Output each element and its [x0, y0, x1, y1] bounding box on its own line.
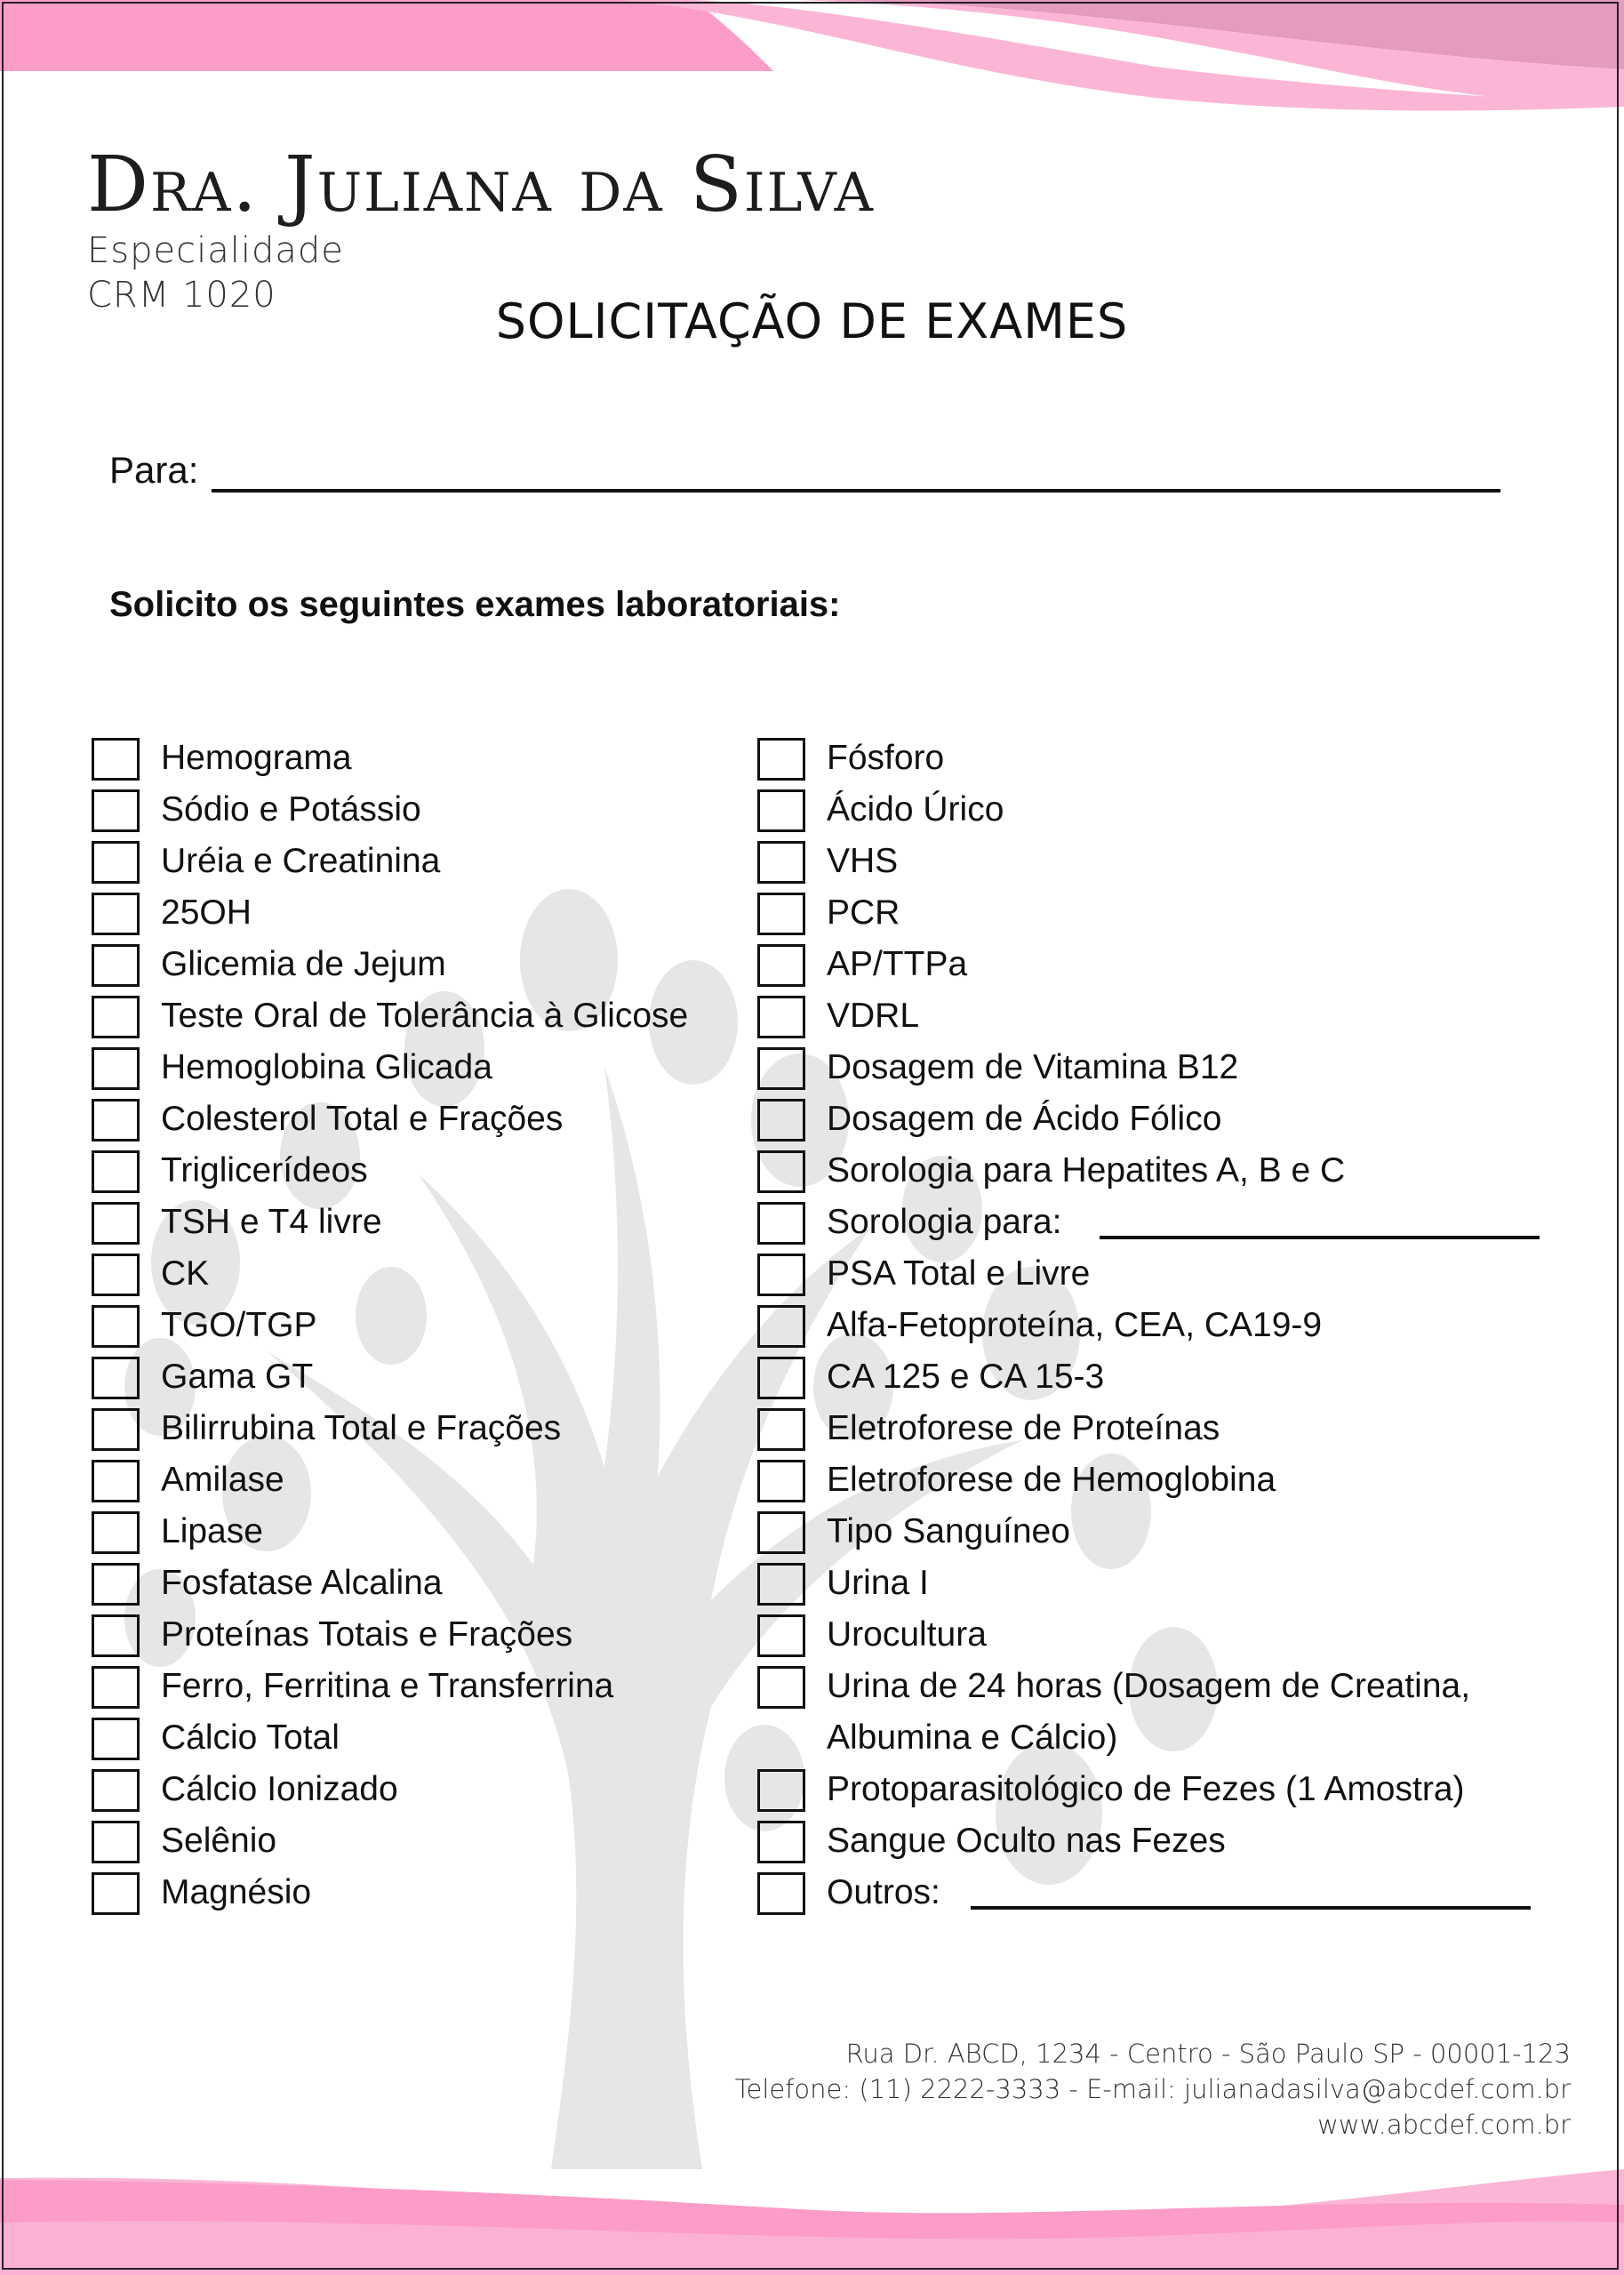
exam-checkbox[interactable]	[757, 1563, 805, 1606]
exam-checkbox[interactable]	[92, 1047, 140, 1090]
exam-label: Gama GT	[161, 1358, 314, 1396]
exam-label: Urina de 24 horas (Dosagem de Creatina, Albumina e Cálcio)	[827, 1667, 1471, 1757]
doctor-name: Dra. Juliana da Silva	[87, 140, 875, 229]
footer-website: www.abcdef.com.br	[1317, 2110, 1571, 2140]
exam-label: Ferro, Ferritina e Transferrina	[161, 1667, 614, 1705]
exam-checkbox[interactable]	[757, 738, 805, 781]
exam-label: Triglicerídeos	[161, 1151, 368, 1190]
exam-label: CK	[161, 1254, 210, 1293]
exam-label: Ácido Úrico	[827, 790, 1004, 829]
exam-checkbox[interactable]	[92, 738, 140, 781]
exam-checkbox[interactable]	[92, 1718, 140, 1760]
exam-label: Sorologia para Hepatites A, B e C	[827, 1151, 1346, 1190]
exam-label: Colesterol Total e Frações	[161, 1100, 564, 1138]
footer-address: Rua Dr. ABCD, 1234 - Centro - São Paulo SP - 00001-123	[845, 2039, 1571, 2069]
exam-label: Hemoglobina Glicada	[161, 1048, 492, 1086]
exam-label: Magnésio	[161, 1873, 312, 1911]
fill-in-line[interactable]	[1100, 1209, 1540, 1239]
exam-checkbox[interactable]	[92, 789, 140, 832]
exam-checkbox[interactable]	[757, 1614, 805, 1657]
exam-label: Selênio	[161, 1822, 277, 1860]
exam-label: Sódio e Potássio	[161, 790, 421, 829]
crm-number: CRM 1020	[87, 275, 276, 316]
exam-label: Tipo Sanguíneo	[827, 1512, 1070, 1550]
exam-checkbox[interactable]	[92, 841, 140, 884]
exam-checkbox[interactable]	[757, 1047, 805, 1090]
exam-label: Hemograma	[161, 739, 352, 777]
exam-checkbox[interactable]	[757, 893, 805, 935]
exam-checkbox[interactable]	[757, 1769, 805, 1812]
exam-checkbox[interactable]	[92, 1821, 140, 1863]
exam-label: VHS	[827, 842, 899, 880]
exam-checkbox[interactable]	[92, 1872, 140, 1915]
exam-checkbox[interactable]	[757, 1666, 805, 1709]
exam-label: Dosagem de Ácido Fólico	[827, 1100, 1222, 1138]
exam-label: Bilirrubina Total e Frações	[161, 1409, 562, 1447]
exam-label: Cálcio Ionizado	[161, 1770, 398, 1808]
exam-checkbox[interactable]	[757, 1357, 805, 1399]
exam-label: Sangue Oculto nas Fezes	[827, 1822, 1226, 1860]
exam-label: Urina I	[827, 1564, 929, 1602]
exam-label: Proteínas Totais e Frações	[161, 1615, 573, 1654]
recipient-label: Para:	[109, 449, 199, 491]
exam-checkbox[interactable]	[757, 996, 805, 1038]
exam-label: AP/TTPa	[827, 945, 968, 983]
exam-label: Outros:	[827, 1873, 940, 1911]
specialty: Especialidade	[87, 230, 344, 271]
exam-checkbox[interactable]	[92, 1254, 140, 1296]
exam-checkbox[interactable]	[757, 789, 805, 832]
exam-checkbox[interactable]	[92, 944, 140, 987]
exam-checkbox[interactable]	[92, 996, 140, 1038]
exams-intro: Solicito os seguintes exames laboratoriais:	[109, 585, 841, 624]
fill-in-line[interactable]	[971, 1879, 1531, 1910]
exam-label: Sorologia para:	[827, 1203, 1062, 1241]
exam-checkbox[interactable]	[92, 1769, 140, 1812]
exam-checkbox[interactable]	[757, 1872, 805, 1915]
exam-checkbox[interactable]	[92, 1357, 140, 1399]
exam-checkbox[interactable]	[757, 1821, 805, 1863]
exam-checkbox[interactable]	[92, 1511, 140, 1554]
exam-checkbox[interactable]	[92, 1614, 140, 1657]
exam-checkbox[interactable]	[92, 1460, 140, 1502]
exam-checkbox[interactable]	[757, 944, 805, 987]
recipient-input-line[interactable]	[212, 489, 1500, 493]
exam-label: Eletroforese de Proteínas	[827, 1409, 1220, 1447]
exam-checkbox[interactable]	[92, 1563, 140, 1606]
exam-checkbox[interactable]	[92, 1099, 140, 1142]
exam-label: CA 125 e CA 15-3	[827, 1358, 1105, 1396]
exam-label: Urocultura	[827, 1615, 987, 1654]
exam-checkbox[interactable]	[757, 1511, 805, 1554]
exam-label: Protoparasitológico de Fezes (1 Amostra)	[827, 1770, 1465, 1808]
footer-contact	[735, 2036, 1571, 2143]
exam-label: Glicemia de Jejum	[161, 945, 446, 983]
exam-label: VDRL	[827, 997, 920, 1035]
exam-label: TGO/TGP	[161, 1306, 317, 1344]
exam-checkbox[interactable]	[92, 1202, 140, 1245]
exam-label: TSH e T4 livre	[161, 1203, 382, 1241]
exam-checkbox[interactable]	[757, 1408, 805, 1451]
exam-label: Eletroforese de Hemoglobina	[827, 1461, 1276, 1499]
exam-label: PSA Total e Livre	[827, 1254, 1091, 1293]
exam-checkbox[interactable]	[757, 1305, 805, 1348]
exam-label: 25OH	[161, 893, 252, 932]
exam-checkbox[interactable]	[92, 1305, 140, 1348]
exam-checkbox[interactable]	[757, 1460, 805, 1502]
exam-label: Dosagem de Vitamina B12	[827, 1048, 1239, 1086]
exam-checkbox[interactable]	[757, 1202, 805, 1245]
page-title: SOLICITAÇÃO DE EXAMES	[495, 293, 1129, 349]
exam-checkbox[interactable]	[92, 1150, 140, 1193]
exam-checkbox[interactable]	[757, 1150, 805, 1193]
exam-label: Fósforo	[827, 739, 945, 777]
exam-label: Fosfatase Alcalina	[161, 1564, 443, 1602]
exam-label: Teste Oral de Tolerância à Glicose	[161, 997, 689, 1035]
exam-label: Alfa-Fetoproteína, CEA, CA19-9	[827, 1306, 1323, 1344]
exam-label: Amilase	[161, 1461, 284, 1499]
exam-label: Lipase	[161, 1512, 263, 1550]
exam-label: Uréia e Creatinina	[161, 842, 441, 880]
exam-label: Cálcio Total	[161, 1718, 340, 1757]
exam-checkbox[interactable]	[92, 1408, 140, 1451]
exam-checkbox[interactable]	[92, 1666, 140, 1709]
footer-contact-line: Telefone: (11) 2222-3333 - E-mail: julianadasilva@abcdef.com.br	[734, 2074, 1571, 2104]
exam-checkbox[interactable]	[757, 1254, 805, 1296]
exam-label: PCR	[827, 893, 900, 932]
exam-checkbox[interactable]	[757, 841, 805, 884]
exam-checkbox[interactable]	[92, 893, 140, 935]
exam-checkbox[interactable]	[757, 1099, 805, 1142]
